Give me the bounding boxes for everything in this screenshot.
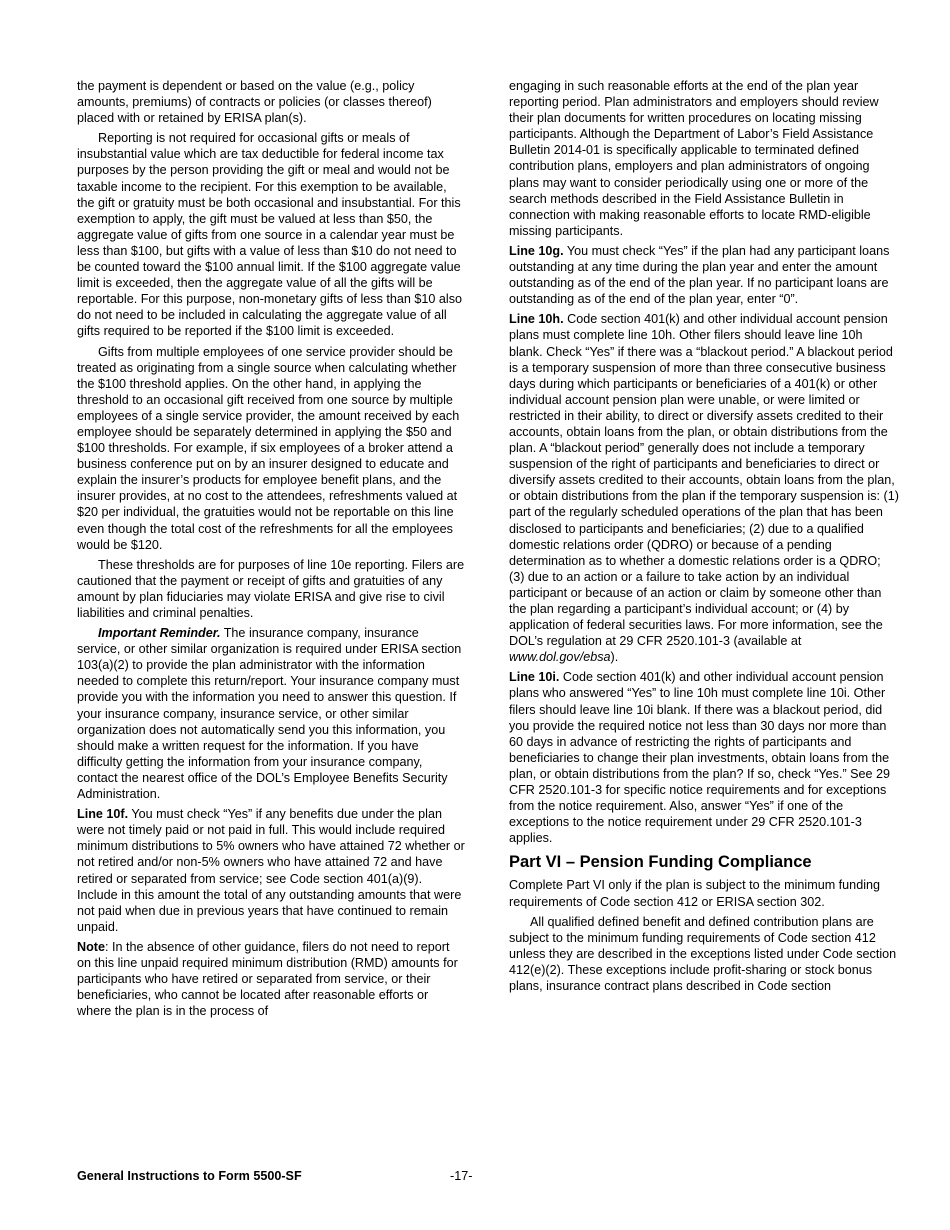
right-column xyxy=(509,78,899,998)
paragraph: Gifts from multiple employees of one service provider should be treated as originating from a single source when calculating whether the $100 threshold applies. On the other hand, in applying the threshold to an occasional gift received from one source by multiple employees of a single service provider, the amount received by each employee should be separately determined in applying the $50 and $100 thresholds. For example, if six employees of a broker attend a business conference put on by an insurer designed to educate and explain the insurer’s products for employee benefit plans, and the insurer provides, at no cost to the attendees, refreshments valued at $20 per individual, the gratuities would not be reportable on this line even though the total cost of the refreshments for all the employees would be $120. xyxy=(77,344,460,552)
page-number: -17- xyxy=(450,1169,473,1183)
line-10g-paragraph: Line 10g. You must check “Yes” if the plan had any participant loans outstanding at any time during the plan year and enter the amount outstanding as of the end of the plan year. If no participant loans are outstanding as of the end of the plan year, enter “0”. xyxy=(509,243,890,307)
paragraph: All qualified defined benefit and defined contribution plans are subject to the minimum funding requirements of Code section 412 unless they are described in the exceptions listed under Code section 412(e)(2). These exceptions include profit-sharing or stock bonus plans, insurance contract plans described in Code section xyxy=(509,914,897,993)
paragraph: Complete Part VI only if the plan is subject to the minimum funding requirements of Code section 412 or ERISA section 302. xyxy=(509,878,880,909)
line-10f-paragraph: Line 10f. You must check “Yes” if any benefits due under the plan were not timely paid or not paid in full. This would include required minimum distributions to 5% owners who have attained 72 whether or not retired and/or non-5% owners who have attained 72 and have retired or separated from service; see Code section 401(a)(9). Include in this amount the total of any outstanding amounts that were not paid when due in previous years that have continued to remain unpaid. xyxy=(77,807,465,934)
line-10g-lead: Line 10g. xyxy=(509,243,564,258)
important-reminder-paragraph: Important Reminder. The insurance company, insurance service, or other similar organization is required under ERISA section 103(a)(2) to provide the plan administrator with the information needed to complete this return/report. Your insurance company must provide you with the information you need to answer this question. If your insurance company, insurance service, or other similar organization does not automatically send you this information, you should make a written request for the information. If you have difficulty getting the information from your insurance company, contact the nearest office of the DOL’s Employee Benefits Security Administration. xyxy=(77,626,462,802)
line-10i-lead: Line 10i. xyxy=(509,670,560,685)
note-lead: Note xyxy=(77,939,105,954)
paragraph: These thresholds are for purposes of line 10e reporting. Filers are cautioned that the payment or receipt of gifts and gratuities of any amount by plan fiduciaries may violate ERISA and give rise to civil liabilities and criminal penalties. xyxy=(77,557,465,620)
footer-title: General Instructions to Form 5500-SF xyxy=(77,1169,302,1183)
paragraph: Reporting is not required for occasional gifts or meals of insubstantial value which are tax deductible for federal income tax purposes by the person providing the gift or meal and would not be taxable income to the recipient. For this exemption to be available, the gift or gratuity must be both occasional and insubstantial. For this exemption to apply, the gift must be valued at less than $50, the aggregate value of gifts from one source in a calendar year must be less than $100, but gifts with a value of less than $10 do not need to be counted toward the $100 annual limit. If the $100 aggregate value limit is exceeded, then the aggregate value of all the gifts will be reportable. For this purpose, non-monetary gifts of less than $10 also do not need to be included in calculating the aggregate value of all gifts required to be reported if the $100 limit is exceeded. xyxy=(77,131,463,339)
note-paragraph: Note: In the absence of other guidance, filers do not need to report on this line unpaid required minimum distribution (RMD) amounts for participants who have retired or separated from service, or their beneficiaries, who cannot be located after reasonable efforts or where the plan is in the process of xyxy=(77,939,458,1019)
line-10i-paragraph: Line 10i. Code section 401(k) and other individual account pension plans who answered “Yes” to line 10h must complete line 10i. Other filers should leave line 10i blank. If there was a blackout period, did you provide the required notice not less than 30 days nor more than 60 days in advance of restricting the rights of participants and beneficiaries to change their plan investments, obtain loans from the plan, or obtain distributions from the plan? If so, check “Yes.” See 29 CFR 2520.101-3 for specific notice requirements and for exceptions from the notice requirement. Also, answer “Yes” if one of the exceptions to the notice requirement under 29 CFR 2520.101-3 applies. xyxy=(509,670,891,846)
paragraph: engaging in such reasonable efforts at the end of the plan year reporting period. Plan administrators and employers should review their plan documents for written procedures on locating missing participants. Although the Department of Labor’s Field Assistance Bulletin 2014-01 is specifically applicable to terminated defined contribution plans, employers and plan administrators of ongoing plans may want to consider periodically using one or more of the search methods described in the Field Assistance Bulletin in connection with making reasonable efforts to locate RMD-eligible missing participants. xyxy=(509,79,879,238)
line-10h-lead: Line 10h. xyxy=(509,312,564,327)
section-heading: Part VI – Pension Funding Compliance xyxy=(509,853,812,872)
line-10f-lead: Line 10f. xyxy=(77,807,129,822)
important-reminder-lead: Important Reminder. xyxy=(98,626,221,641)
line-10h-paragraph: Line 10h. Code section 401(k) and other individual account pension plans must complete line 10h. Other filers should leave line 10h blank. Check “Yes” if there was a “blackout period.” A blackout period is a temporary suspension of more than three consecutive business days during which participants or beneficiaries of a 401(k) or other individual account pension plan were unable, or were limited or restricted in their ability, to direct or diversify assets credited to their accounts, obtain loans from the plan, or obtain distributions from the plan. A “blackout period” generally does not include a temporary suspension of the right of participants and beneficiaries to direct or diversify assets credited to their accounts, obtain loans from the plan, or obtain distributions from the plan if the temporary suspension is: (1) part of the regularly scheduled operations of the plan that has been disclosed to participants and beneficiaries; (2) due to a qualified domestic relations order (QDRO) or because of a pending determination as to whether a domestic relations order is a QDRO; (3) due to an action or a failure to take action by an individual participant or because of an action or claim by someone other than the plan regarding a participant’s individual account; or (4) by application of federal securities laws. For more information, see the DOL’s regulation at 29 CFR 2520.101-3 (available at www.dol.gov/ebsa). xyxy=(509,312,899,665)
paragraph: the payment is dependent or based on the value (e.g., policy amounts, premiums) of contracts or policies (or classes thereof) placed with or retained by ERISA plan(s). xyxy=(77,79,432,126)
left-column xyxy=(77,78,465,1023)
dol-link[interactable]: www.dol.gov/ebsa xyxy=(509,650,611,665)
